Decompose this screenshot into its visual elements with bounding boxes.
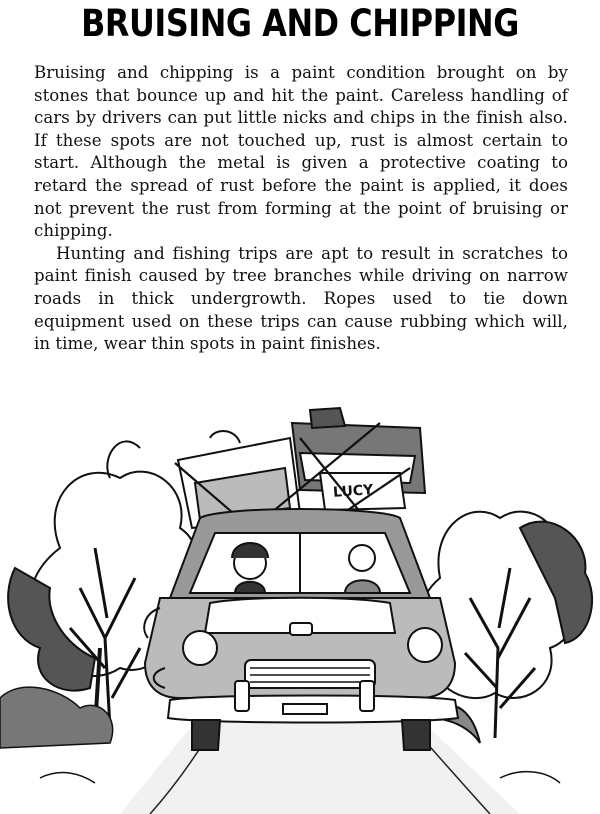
paragraph-2: Hunting and fishing trips are apt to result in scratches to paint finish caused by tree branches while driving on narrow roads in thick undergrowth. Ropes used to tie down equipment used on these trips can cause rubbing which will, in time, wear thin spots in paint finishes. (34, 243, 568, 354)
page-title: BRUISING AND CHIPPING (81, 2, 519, 45)
headlight-left (183, 631, 217, 665)
car-trip-illustration (0, 398, 600, 814)
paragraph-1: Bruising and chipping is a paint condition brought on by stones that bounce up and hit the paint. Careless handling of cars by drivers can put little nicks and chips in the finish also. If these spots are not touched up, rust is almost certain to start. Although the metal is given a protective coating to retard the spread of rust before the paint is applied, it does not prevent the rust from forming at the point of bruising or chipping. (34, 63, 568, 241)
luggage-label: LUCY (332, 482, 374, 501)
headlight-right (408, 628, 442, 662)
body-text (34, 62, 568, 356)
grille (245, 660, 375, 688)
car (144, 509, 458, 750)
license-plate (283, 704, 327, 714)
